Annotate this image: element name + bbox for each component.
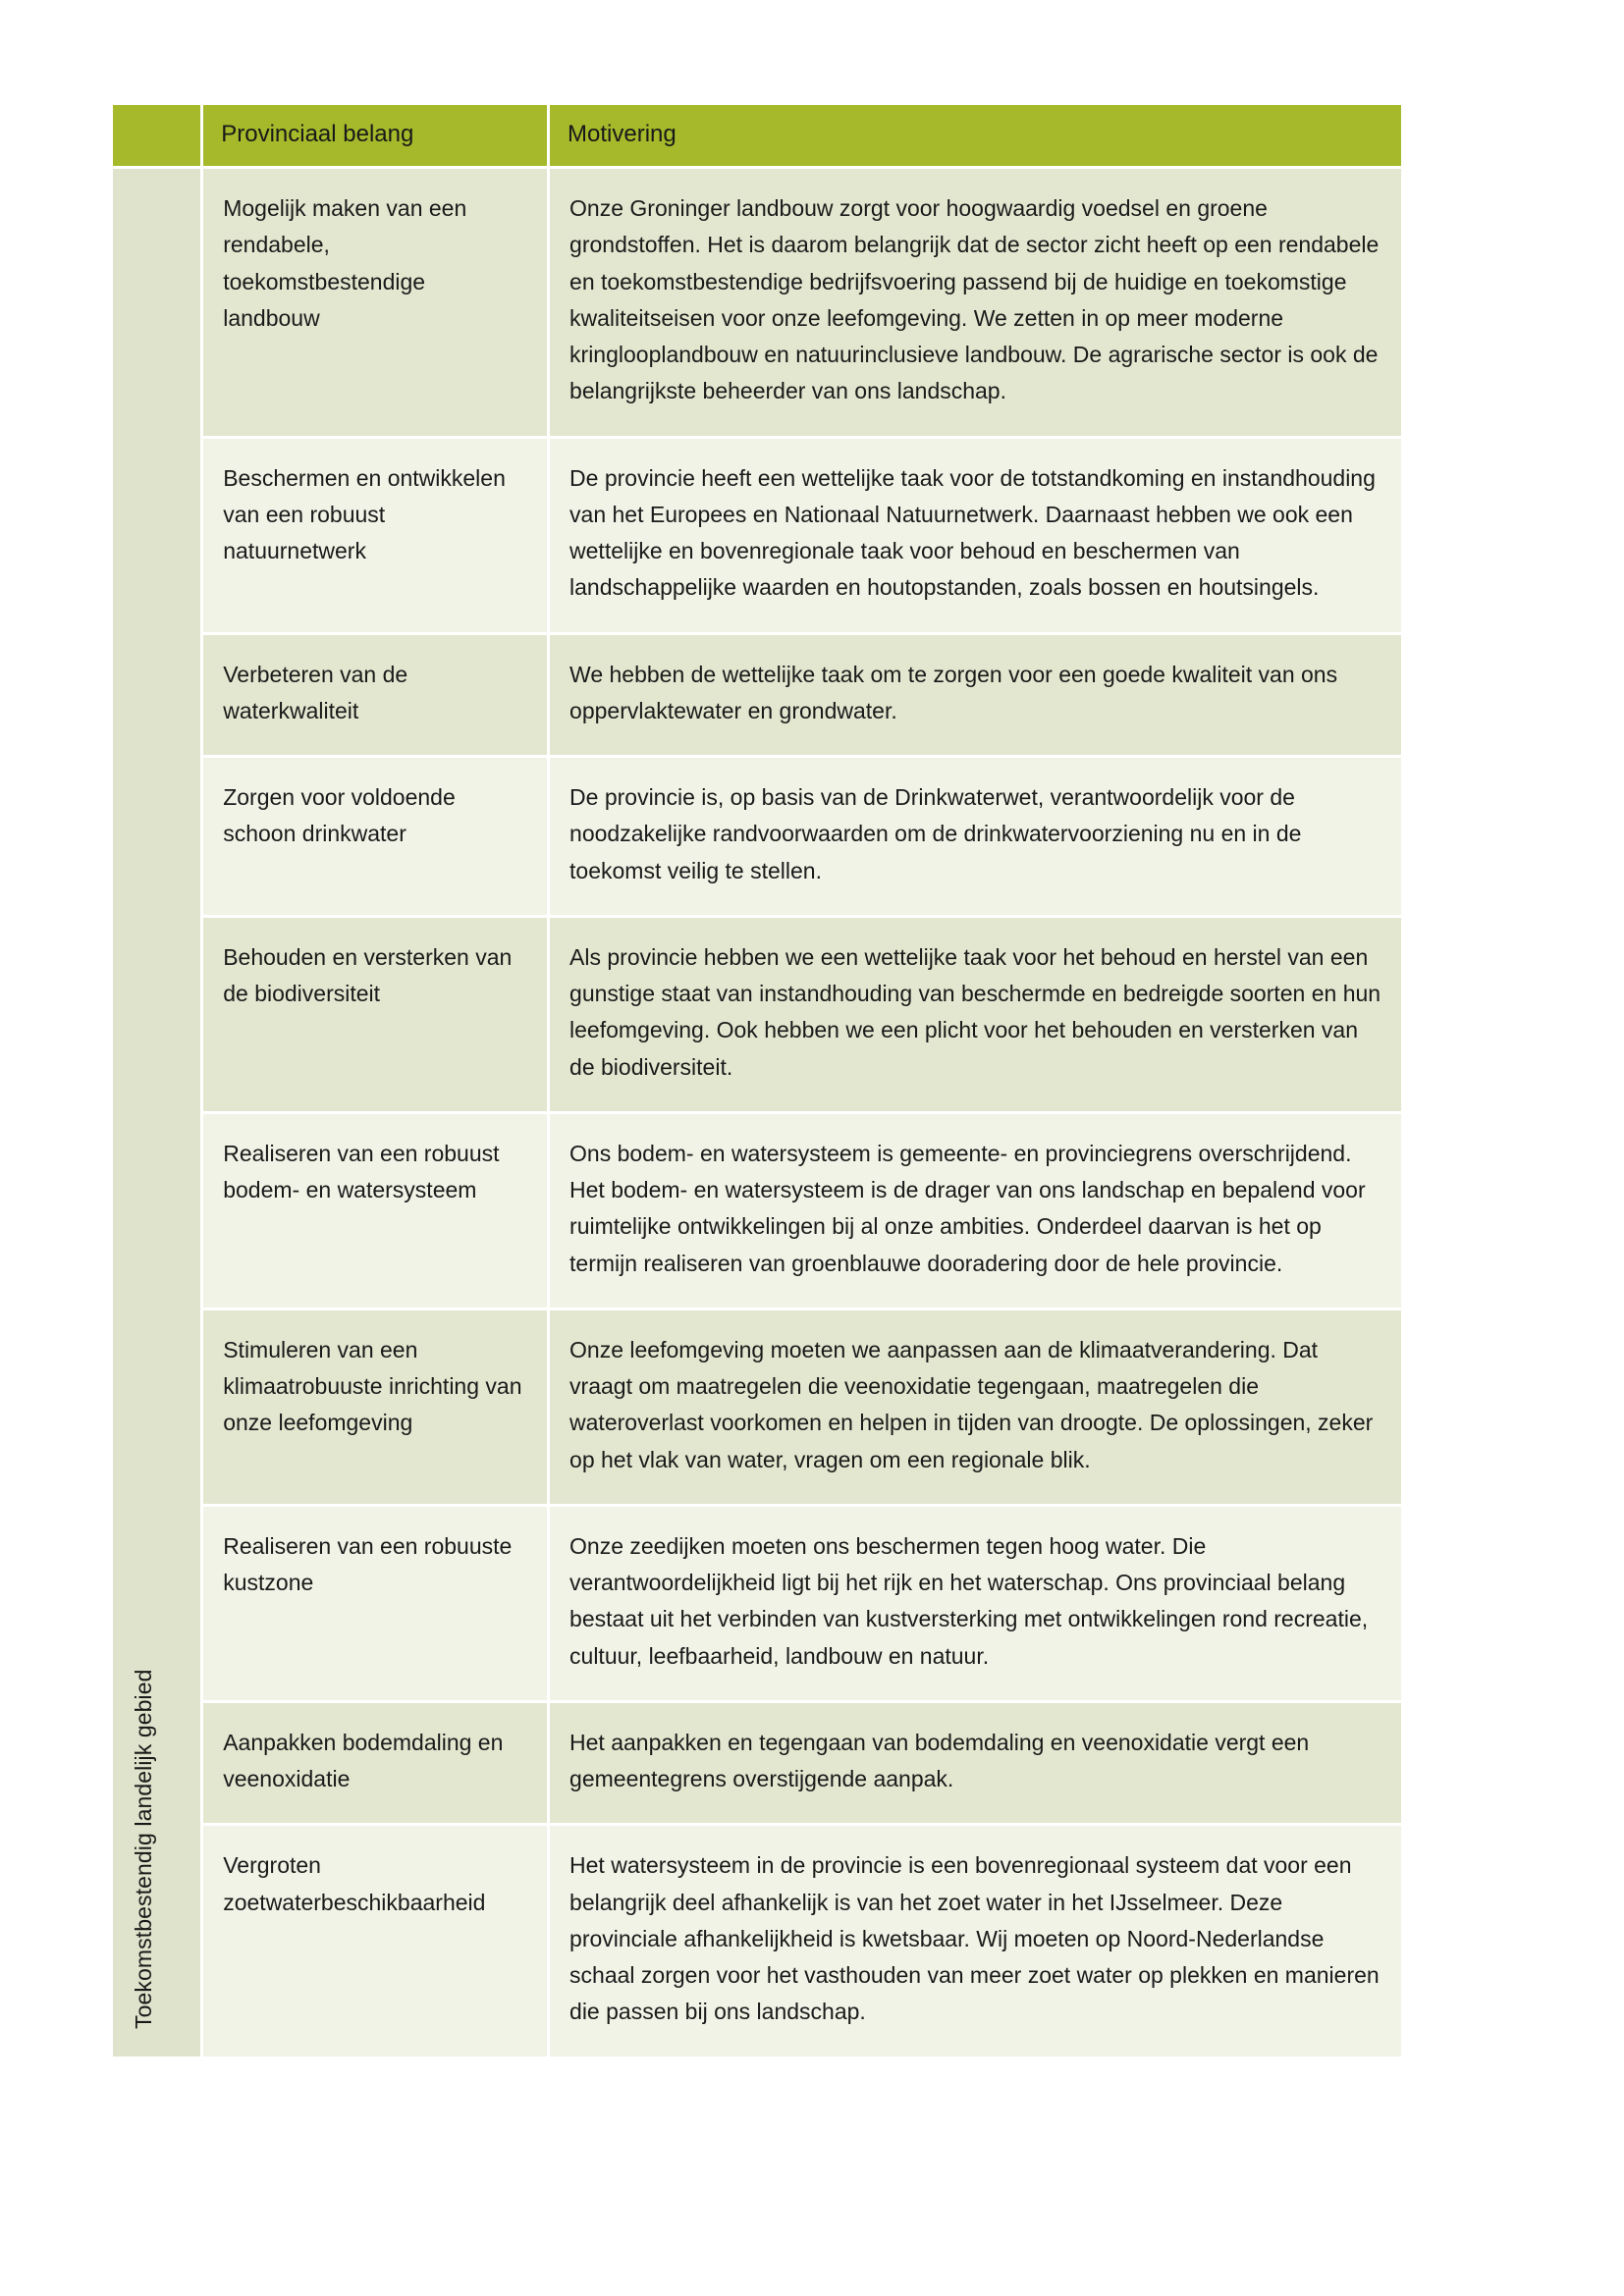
cell-provinciaal-belang: Realiseren van een robuust bodem- en watersysteem — [203, 1114, 547, 1308]
cell-provinciaal-belang: Aanpakken bodemdaling en veenoxidatie — [203, 1703, 547, 1824]
table-body — [113, 169, 1401, 2056]
table-header-motivering: Motivering — [550, 105, 1401, 166]
table-row — [113, 1507, 1401, 1700]
cell-motivering: We hebben de wettelijke taak om te zorgen voor een goede kwaliteit van ons oppervlaktewater en grondwater. — [550, 635, 1401, 756]
table-row — [113, 169, 1401, 436]
table-row — [113, 439, 1401, 632]
side-category-rotation — [113, 141, 200, 2029]
cell-motivering: De provincie heeft een wettelijke taak voor de totstandkoming en instandhouding van het Europees en Nationaal Natuurnetwerk. Daarnaast hebben we ook een wettelijke en bovenregionale taak voor behoud en beschermen van landschappelijke waarden en houtopstanden, zoals bossen en houtsingels. — [550, 439, 1401, 632]
cell-motivering: Het watersysteem in de provincie is een bovenregionaal systeem dat voor een belangrijk deel afhankelijk is van het zoet water in het IJsselmeer. Deze provinciale afhankelijkheid is kwetsbaar. Wij moeten op Noord-Nederlandse schaal zorgen voor het vasthouden van meer zoet water op plekken en manieren die passen bij ons landschap. — [550, 1826, 1401, 2056]
cell-provinciaal-belang: Behouden en versterken van de biodiversiteit — [203, 918, 547, 1111]
cell-provinciaal-belang: Vergroten zoetwaterbeschikbaarheid — [203, 1826, 547, 2056]
side-category-label: Toekomstbestendig landelijk gebied — [130, 1668, 156, 2029]
table-row — [113, 758, 1401, 915]
cell-motivering: Onze zeedijken moeten ons beschermen tegen hoog water. Die verantwoordelijkheid ligt bij het rijk en het waterschap. Ons provinciaal belang bestaat uit het verbinden van kustversterking met ontwikkelingen rond recreatie, cultuur, leefbaarheid, landbouw en natuur. — [550, 1507, 1401, 1700]
table-header-provinciaal-belang: Provinciaal belang — [203, 105, 547, 166]
table-header — [113, 105, 1401, 166]
cell-provinciaal-belang: Stimuleren van een klimaatrobuuste inrichting van onze leefomgeving — [203, 1310, 547, 1504]
table-row — [113, 918, 1401, 1111]
cell-provinciaal-belang: Realiseren van een robuuste kustzone — [203, 1507, 547, 1700]
cell-motivering: De provincie is, op basis van de Drinkwaterwet, verantwoordelijk voor de noodzakelijke randvoorwaarden om de drinkwatervoorziening nu en in de toekomst veilig te stellen. — [550, 758, 1401, 915]
cell-motivering: Onze Groninger landbouw zorgt voor hoogwaardig voedsel en groene grondstoffen. Het is daarom belangrijk dat de sector zicht heeft op een rendabele en toekomstbestendige bedrijfsvoering passend bij de huidige en toekomstige kwaliteitseisen voor onze leefomgeving. We zetten in op meer moderne kringlooplandbouw en natuurinclusieve landbouw. De agrarische sector is ook de belangrijkste beheerder van ons landschap. — [550, 169, 1401, 436]
table-header-row — [113, 105, 1401, 166]
cell-provinciaal-belang: Mogelijk maken van een rendabele, toekomstbestendige landbouw — [203, 169, 547, 436]
table-row — [113, 1114, 1401, 1308]
side-category-cell — [113, 169, 200, 2056]
cell-motivering: Het aanpakken en tegengaan van bodemdaling en veenoxidatie vergt een gemeentegrens overstijgende aanpak. — [550, 1703, 1401, 1824]
table-row — [113, 635, 1401, 756]
provinciaal-belang-table-wrapper — [110, 102, 1404, 2059]
table-row — [113, 1310, 1401, 1504]
cell-provinciaal-belang: Beschermen en ontwikkelen van een robuust natuurnetwerk — [203, 439, 547, 632]
table-row — [113, 1703, 1401, 1824]
table-row — [113, 1826, 1401, 2056]
provinciaal-belang-table — [110, 102, 1404, 2059]
cell-motivering: Ons bodem- en watersysteem is gemeente- en provinciegrens overschrijdend. Het bodem- en watersysteem is de drager van ons landschap en bepalend voor ruimtelijke ontwikkelingen bij al onze ambities. Onderdeel daarvan is het op termijn realiseren van groenblauwe dooradering door de hele provincie. — [550, 1114, 1401, 1308]
cell-motivering: Als provincie hebben we een wettelijke taak voor het behoud en herstel van een gunstige staat van instandhouding van beschermde en bedreigde soorten en hun leefomgeving. Ook hebben we een plicht voor het behouden en versterken van de biodiversiteit. — [550, 918, 1401, 1111]
cell-provinciaal-belang: Zorgen voor voldoende schoon drinkwater — [203, 758, 547, 915]
cell-motivering: Onze leefomgeving moeten we aanpassen aan de klimaatverandering. Dat vraagt om maatregelen die veenoxidatie tegengaan, maatregelen die wateroverlast voorkomen en helpen in tijden van droogte. De oplossingen, zeker op het vlak van water, vragen om een regionale blik. — [550, 1310, 1401, 1504]
cell-provinciaal-belang: Verbeteren van de waterkwaliteit — [203, 635, 547, 756]
